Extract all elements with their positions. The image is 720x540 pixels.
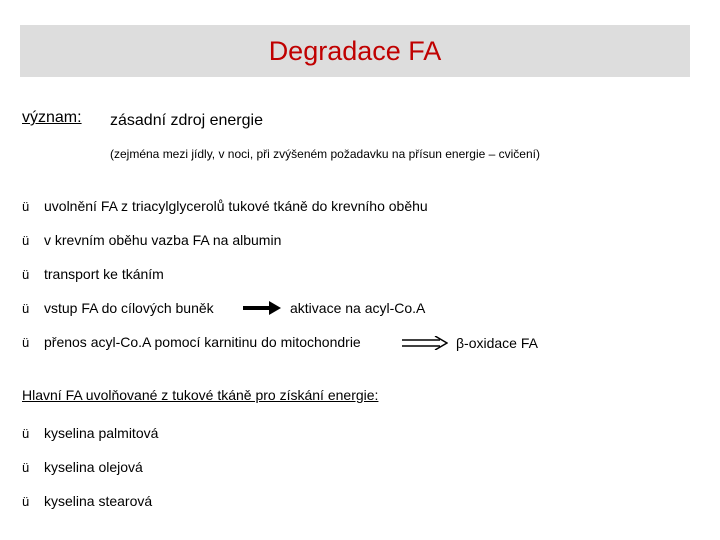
page-title: Degradace FA <box>268 35 442 66</box>
check-icon: ü <box>22 493 30 509</box>
activation-label: aktivace na acyl-Co.A <box>290 300 426 316</box>
bullet-item-3 <box>22 266 164 282</box>
vyznam-label: význam: <box>22 109 82 126</box>
bullet-text: v krevním oběhu vazba FA na albumin <box>44 232 282 248</box>
check-icon: ü <box>22 334 30 350</box>
check-icon: ü <box>22 198 30 214</box>
bullet-item-2 <box>22 232 281 248</box>
check-icon: ü <box>22 459 30 475</box>
acid-text: kyselina stearová <box>44 493 153 509</box>
check-icon: ü <box>22 266 30 282</box>
acid-text: kyselina palmitová <box>44 425 159 441</box>
bullet-item-5 <box>22 334 361 350</box>
check-icon: ü <box>22 232 30 248</box>
acid-text: kyselina olejová <box>44 459 143 475</box>
section-heading: Hlavní FA uvolňované z tukové tkáně pro získání energie: <box>22 387 379 403</box>
acid-item-3 <box>22 493 152 509</box>
bullet-text: přenos acyl-Co.A pomocí karnitinu do mitochondrie <box>44 334 361 350</box>
check-icon: ü <box>22 300 30 316</box>
double-arrow-icon <box>402 336 448 350</box>
right-arrow-icon <box>243 300 281 316</box>
bullet-text: vstup FA do cílových buněk <box>44 300 214 316</box>
acid-item-1 <box>22 425 158 441</box>
bullet-item-1 <box>22 198 428 214</box>
bullet-text: transport ke tkáním <box>44 266 164 282</box>
beta-oxidation-label: β-oxidace FA <box>456 335 538 351</box>
check-icon: ü <box>22 425 30 441</box>
title-bar <box>20 25 690 77</box>
vyznam-value: zásadní zdroj energie <box>110 112 263 129</box>
bullet-item-4 <box>22 300 214 316</box>
bullet-text: uvolnění FA z triacylglycerolů tukové tkáně do krevního oběhu <box>44 198 428 214</box>
acid-item-2 <box>22 459 143 475</box>
vyznam-note: (zejména mezi jídly, v noci, při zvýšeném požadavku na přísun energie – cvičení) <box>110 147 540 161</box>
